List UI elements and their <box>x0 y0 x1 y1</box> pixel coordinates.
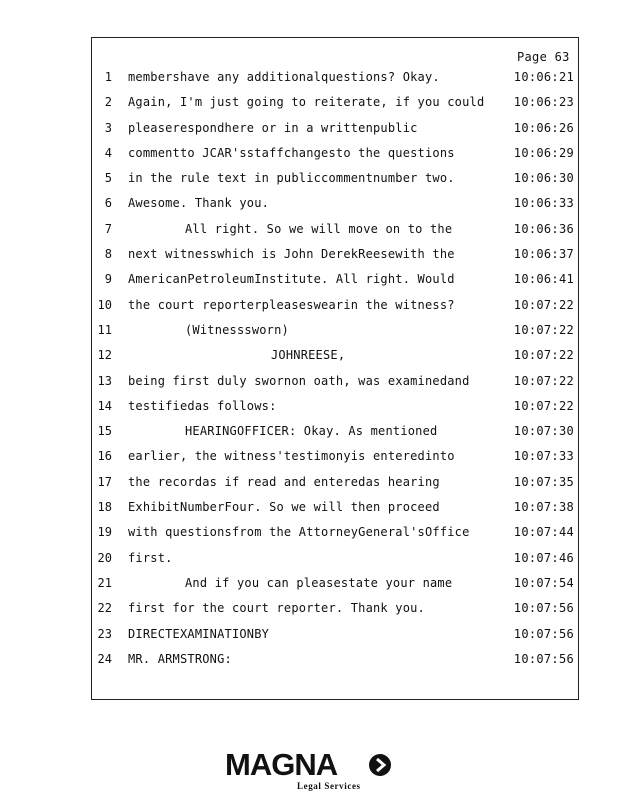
line-timestamp: 10:07:22 <box>513 297 574 312</box>
line-timestamp: 10:07:22 <box>513 322 574 337</box>
transcript-line <box>0 116 618 141</box>
logo-wordmark: MAGNA <box>225 747 338 782</box>
logo-subtitle: Legal Services <box>297 781 361 791</box>
magna-logo <box>222 748 398 794</box>
line-number: 18 <box>97 500 112 515</box>
line-timestamp: 10:07:46 <box>513 550 574 565</box>
line-number: 10 <box>97 297 112 312</box>
transcript-line <box>0 65 618 90</box>
transcript-line <box>0 647 618 672</box>
line-number: 9 <box>104 272 112 287</box>
line-number: 23 <box>97 626 112 641</box>
line-timestamp: 10:07:38 <box>513 500 574 515</box>
transcript-line <box>0 267 618 292</box>
transcript-line <box>0 191 618 216</box>
line-text: (Witnesssworn) <box>185 322 289 337</box>
line-text: HEARINGOFFICER: Okay. As mentioned <box>185 424 438 439</box>
line-text: first. <box>128 550 173 565</box>
line-text: the court reporterpleaseswearin the witness? <box>128 297 455 312</box>
line-timestamp: 10:07:56 <box>513 651 574 666</box>
line-number: 6 <box>104 196 112 211</box>
line-timestamp: 10:07:54 <box>513 575 574 590</box>
transcript-line <box>0 293 618 318</box>
transcript-line <box>0 444 618 469</box>
transcript-line <box>0 419 618 444</box>
line-number: 1 <box>104 70 112 84</box>
line-timestamp: 10:06:33 <box>513 196 574 211</box>
line-number: 16 <box>97 449 112 464</box>
line-timestamp: 10:06:30 <box>513 171 574 186</box>
line-text: AmericanPetroleumInstitute. All right. Would <box>128 272 455 287</box>
line-number: 2 <box>104 95 112 110</box>
line-timestamp: 10:07:22 <box>513 373 574 388</box>
line-timestamp: 10:07:44 <box>513 525 574 540</box>
line-text: Again, I'm just going to reiterate, if you could <box>128 95 485 110</box>
line-timestamp: 10:06:37 <box>513 247 574 262</box>
transcript-line <box>0 343 618 368</box>
line-number: 14 <box>97 398 112 413</box>
transcript-line <box>0 242 618 267</box>
line-number: 12 <box>97 348 112 363</box>
transcript-line <box>0 470 618 495</box>
line-number: 20 <box>97 550 112 565</box>
line-text: commentto JCAR'sstaffchangesto the questions <box>128 145 455 160</box>
line-number: 7 <box>104 221 112 236</box>
page-number: Page 63 <box>517 50 570 64</box>
line-timestamp: 10:06:23 <box>513 95 574 110</box>
line-timestamp: 10:07:33 <box>513 449 574 464</box>
transcript-line <box>0 546 618 571</box>
line-text: All right. So we will move on to the <box>185 221 453 236</box>
line-number: 19 <box>97 525 112 540</box>
line-timestamp: 10:07:35 <box>513 474 574 489</box>
transcript-line <box>0 166 618 191</box>
line-text: being first duly swornon oath, was examinedand <box>128 373 470 388</box>
line-number: 24 <box>97 651 112 666</box>
line-text: earlier, the witness'testimonyis enteredinto <box>128 449 455 464</box>
line-timestamp: 10:06:29 <box>513 145 574 160</box>
line-text: first for the court reporter. Thank you. <box>128 601 425 616</box>
line-number: 3 <box>104 120 112 135</box>
line-number: 15 <box>97 424 112 439</box>
line-timestamp: 10:07:56 <box>513 601 574 616</box>
transcript-line <box>0 141 618 166</box>
line-number: 8 <box>104 247 112 262</box>
transcript-line <box>0 369 618 394</box>
line-text: MR. ARMSTRONG: <box>128 651 232 666</box>
line-number: 5 <box>104 171 112 186</box>
line-number: 4 <box>104 145 112 160</box>
line-number: 11 <box>97 322 112 337</box>
transcript-line <box>0 520 618 545</box>
transcript-line <box>0 318 618 343</box>
line-text: membershave any additionalquestions? Okay. <box>128 70 440 84</box>
line-number: 22 <box>97 601 112 616</box>
transcript-lines <box>0 65 618 672</box>
line-timestamp: 10:07:22 <box>513 348 574 363</box>
line-number: 17 <box>97 474 112 489</box>
line-timestamp: 10:06:41 <box>513 272 574 287</box>
line-text: next witnesswhich is John DerekReesewith the <box>128 247 455 262</box>
line-timestamp: 10:07:56 <box>513 626 574 641</box>
line-text: testifiedas follows: <box>128 398 277 413</box>
line-timestamp: 10:06:26 <box>513 120 574 135</box>
line-number: 13 <box>97 373 112 388</box>
line-text: with questionsfrom the AttorneyGeneral'sOffice <box>128 525 470 540</box>
line-text: pleaserespondhere or in a writtenpublic <box>128 120 418 135</box>
transcript-line <box>0 596 618 621</box>
transcript-line <box>0 217 618 242</box>
line-text: in the rule text in publiccommentnumber two. <box>128 171 455 186</box>
line-text: Awesome. Thank you. <box>128 196 270 211</box>
transcript-line <box>0 495 618 520</box>
line-text: ExhibitNumberFour. So we will then proceed <box>128 500 440 515</box>
line-text: JOHNREESE, <box>271 348 346 363</box>
line-text: And if you can pleasestate your name <box>185 575 453 590</box>
transcript-line <box>0 90 618 115</box>
transcript-line <box>0 622 618 647</box>
line-text: DIRECTEXAMINATIONBY <box>128 626 270 641</box>
line-text: the recordas if read and enteredas hearing <box>128 474 440 489</box>
line-timestamp: 10:06:21 <box>513 70 574 84</box>
transcript-line <box>0 394 618 419</box>
line-timestamp: 10:06:36 <box>513 221 574 236</box>
line-timestamp: 10:07:30 <box>513 424 574 439</box>
line-timestamp: 10:07:22 <box>513 398 574 413</box>
transcript-line <box>0 571 618 596</box>
line-number: 21 <box>97 575 112 590</box>
chevron-right-icon <box>369 754 391 776</box>
